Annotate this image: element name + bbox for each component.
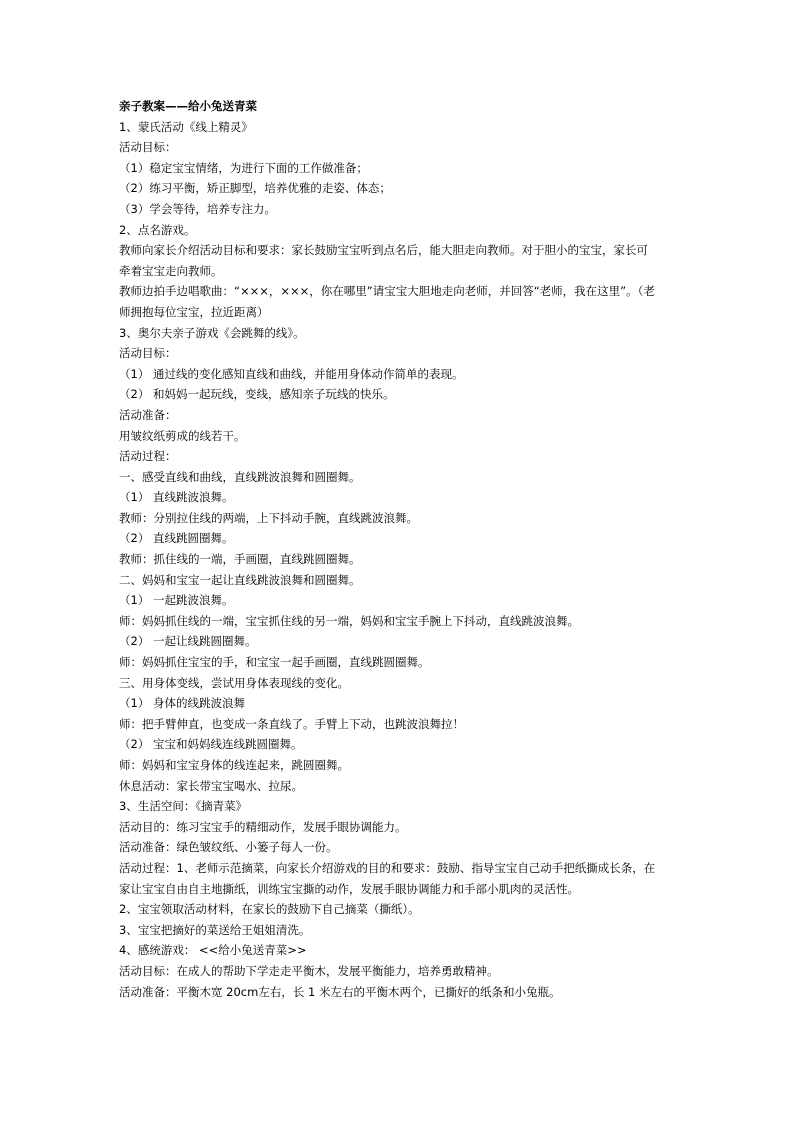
text-line: 师：妈妈和宝宝身体的线连起来，跳圆圈舞。	[119, 758, 349, 772]
text-line: （1） 一起跳波浪舞。	[119, 593, 234, 608]
text-line: （2） 和妈妈一起玩线，变线，感知亲子玩线的快乐。	[119, 387, 395, 402]
text-line: 活动过程：	[119, 449, 177, 464]
text-line: 家让宝宝自由自主地撕纸，训练宝宝撕的动作，发展手眼协调能力和手部小肌肉的灵活性。	[119, 881, 579, 896]
text-line: 3、宝宝把摘好的菜送给王姐姐清洗。	[119, 922, 311, 937]
text-line: 活动目标：	[119, 346, 177, 361]
text-line: 活动准备：平衡木宽 20cm左右，长 1 米左右的平衡木两个，已撕好的纸条和小兔瓶。	[119, 984, 561, 999]
text-line: （1） 身体的线跳波浪舞	[119, 696, 245, 711]
text-line: 师拥抱每位宝宝，拉近距离）	[119, 304, 269, 319]
text-line: 牵着宝宝走向教师。	[119, 263, 223, 278]
text-line: 2、点名游戏。	[119, 222, 196, 237]
text-line: 教师：抓住线的一端，手画圈，直线跳圆圈舞。	[119, 552, 361, 567]
text-line: 活动准备：	[119, 407, 177, 422]
text-line: 师：妈妈抓住线的一端，宝宝抓住线的另一端，妈妈和宝宝手腕上下抖动，直线跳波浪舞。	[119, 613, 579, 628]
text-line: （2） 一起让线跳圆圈舞。	[119, 634, 257, 649]
text-line: （2） 直线跳圆圈舞。	[119, 531, 234, 546]
text-line: 3、奥尔夫亲子游戏《会跳舞的线》。	[119, 325, 305, 340]
text-line: 活动目标：	[119, 140, 177, 155]
text-line: 三、用身体变线，尝试用身体表现线的变化。	[119, 675, 349, 690]
text-line: 用皱纹纸剪成的线若干。	[119, 428, 246, 443]
text-line: 教师向家长介绍活动目标和要求：家长鼓励宝宝听到点名后，能大胆走向教师。对于胆小的宝宝，家长可	[119, 243, 648, 258]
text-line: （2）练习平衡，矫正脚型，培养优雅的走姿、体态；	[119, 181, 391, 196]
text-line: 休息活动：家长带宝宝喝水、拉尿。	[119, 778, 303, 793]
document-title: 亲子教案——给小兔送青菜	[119, 99, 257, 113]
text-line: 1、蒙氏活动《线上精灵》	[119, 119, 253, 134]
text-line: 二、妈妈和宝宝一起让直线跳波浪舞和圆圈舞。	[119, 572, 361, 587]
text-line: （3）学会等待，培养专注力。	[119, 201, 276, 216]
text-line: 3、生活空间：《摘青菜》	[119, 799, 248, 814]
text-line: （1） 通过线的变化感知直线和曲线，并能用身体动作简单的表现。	[119, 366, 464, 381]
text-line: 2、宝宝领取活动材料，在家长的鼓励下自己摘菜（撕纸）。	[119, 902, 420, 917]
text-line: 教师：分别拉住线的两端，上下抖动手腕，直线跳波浪舞。	[119, 510, 418, 525]
text-line: 活动过程：1、老师示范摘菜，向家长介绍游戏的目的和要求：鼓励、指导宝宝自己动手把纸撕成长条，在	[119, 860, 656, 875]
text-line: 师：把手臂伸直，也变成一条直线了。手臂上下动，也跳波浪舞拉！	[119, 716, 464, 731]
text-line: 活动准备：绿色皱纹纸、小篓子每人一份。	[119, 840, 338, 855]
document-page	[119, 96, 679, 1002]
text-line: （2） 宝宝和妈妈线连线跳圆圈舞。	[119, 737, 303, 752]
document-body	[119, 117, 679, 1003]
text-line: 师：妈妈抓住宝宝的手，和宝宝一起手画圈，直线跳圆圈舞。	[119, 655, 430, 670]
text-line: 一、感受直线和曲线，直线跳波浪舞和圆圈舞。	[119, 469, 361, 484]
text-line: 教师边拍手边唱歌曲：“×××，×××，你在哪里”请宝宝大胆地走向老师，并回答“老师，我在这里”。（老	[119, 284, 655, 299]
text-line: 活动目标：在成人的帮助下学走走平衡木，发展平衡能力，培养勇敢精神。	[119, 963, 499, 978]
text-line: （1） 直线跳波浪舞。	[119, 490, 234, 505]
text-line: （1）稳定宝宝情绪，为进行下面的工作做准备；	[119, 160, 368, 175]
text-line: 4、感统游戏： <<给小兔送青菜>>	[119, 943, 307, 958]
text-line: 活动目的：练习宝宝手的精细动作，发展手眼协调能力。	[119, 819, 407, 834]
